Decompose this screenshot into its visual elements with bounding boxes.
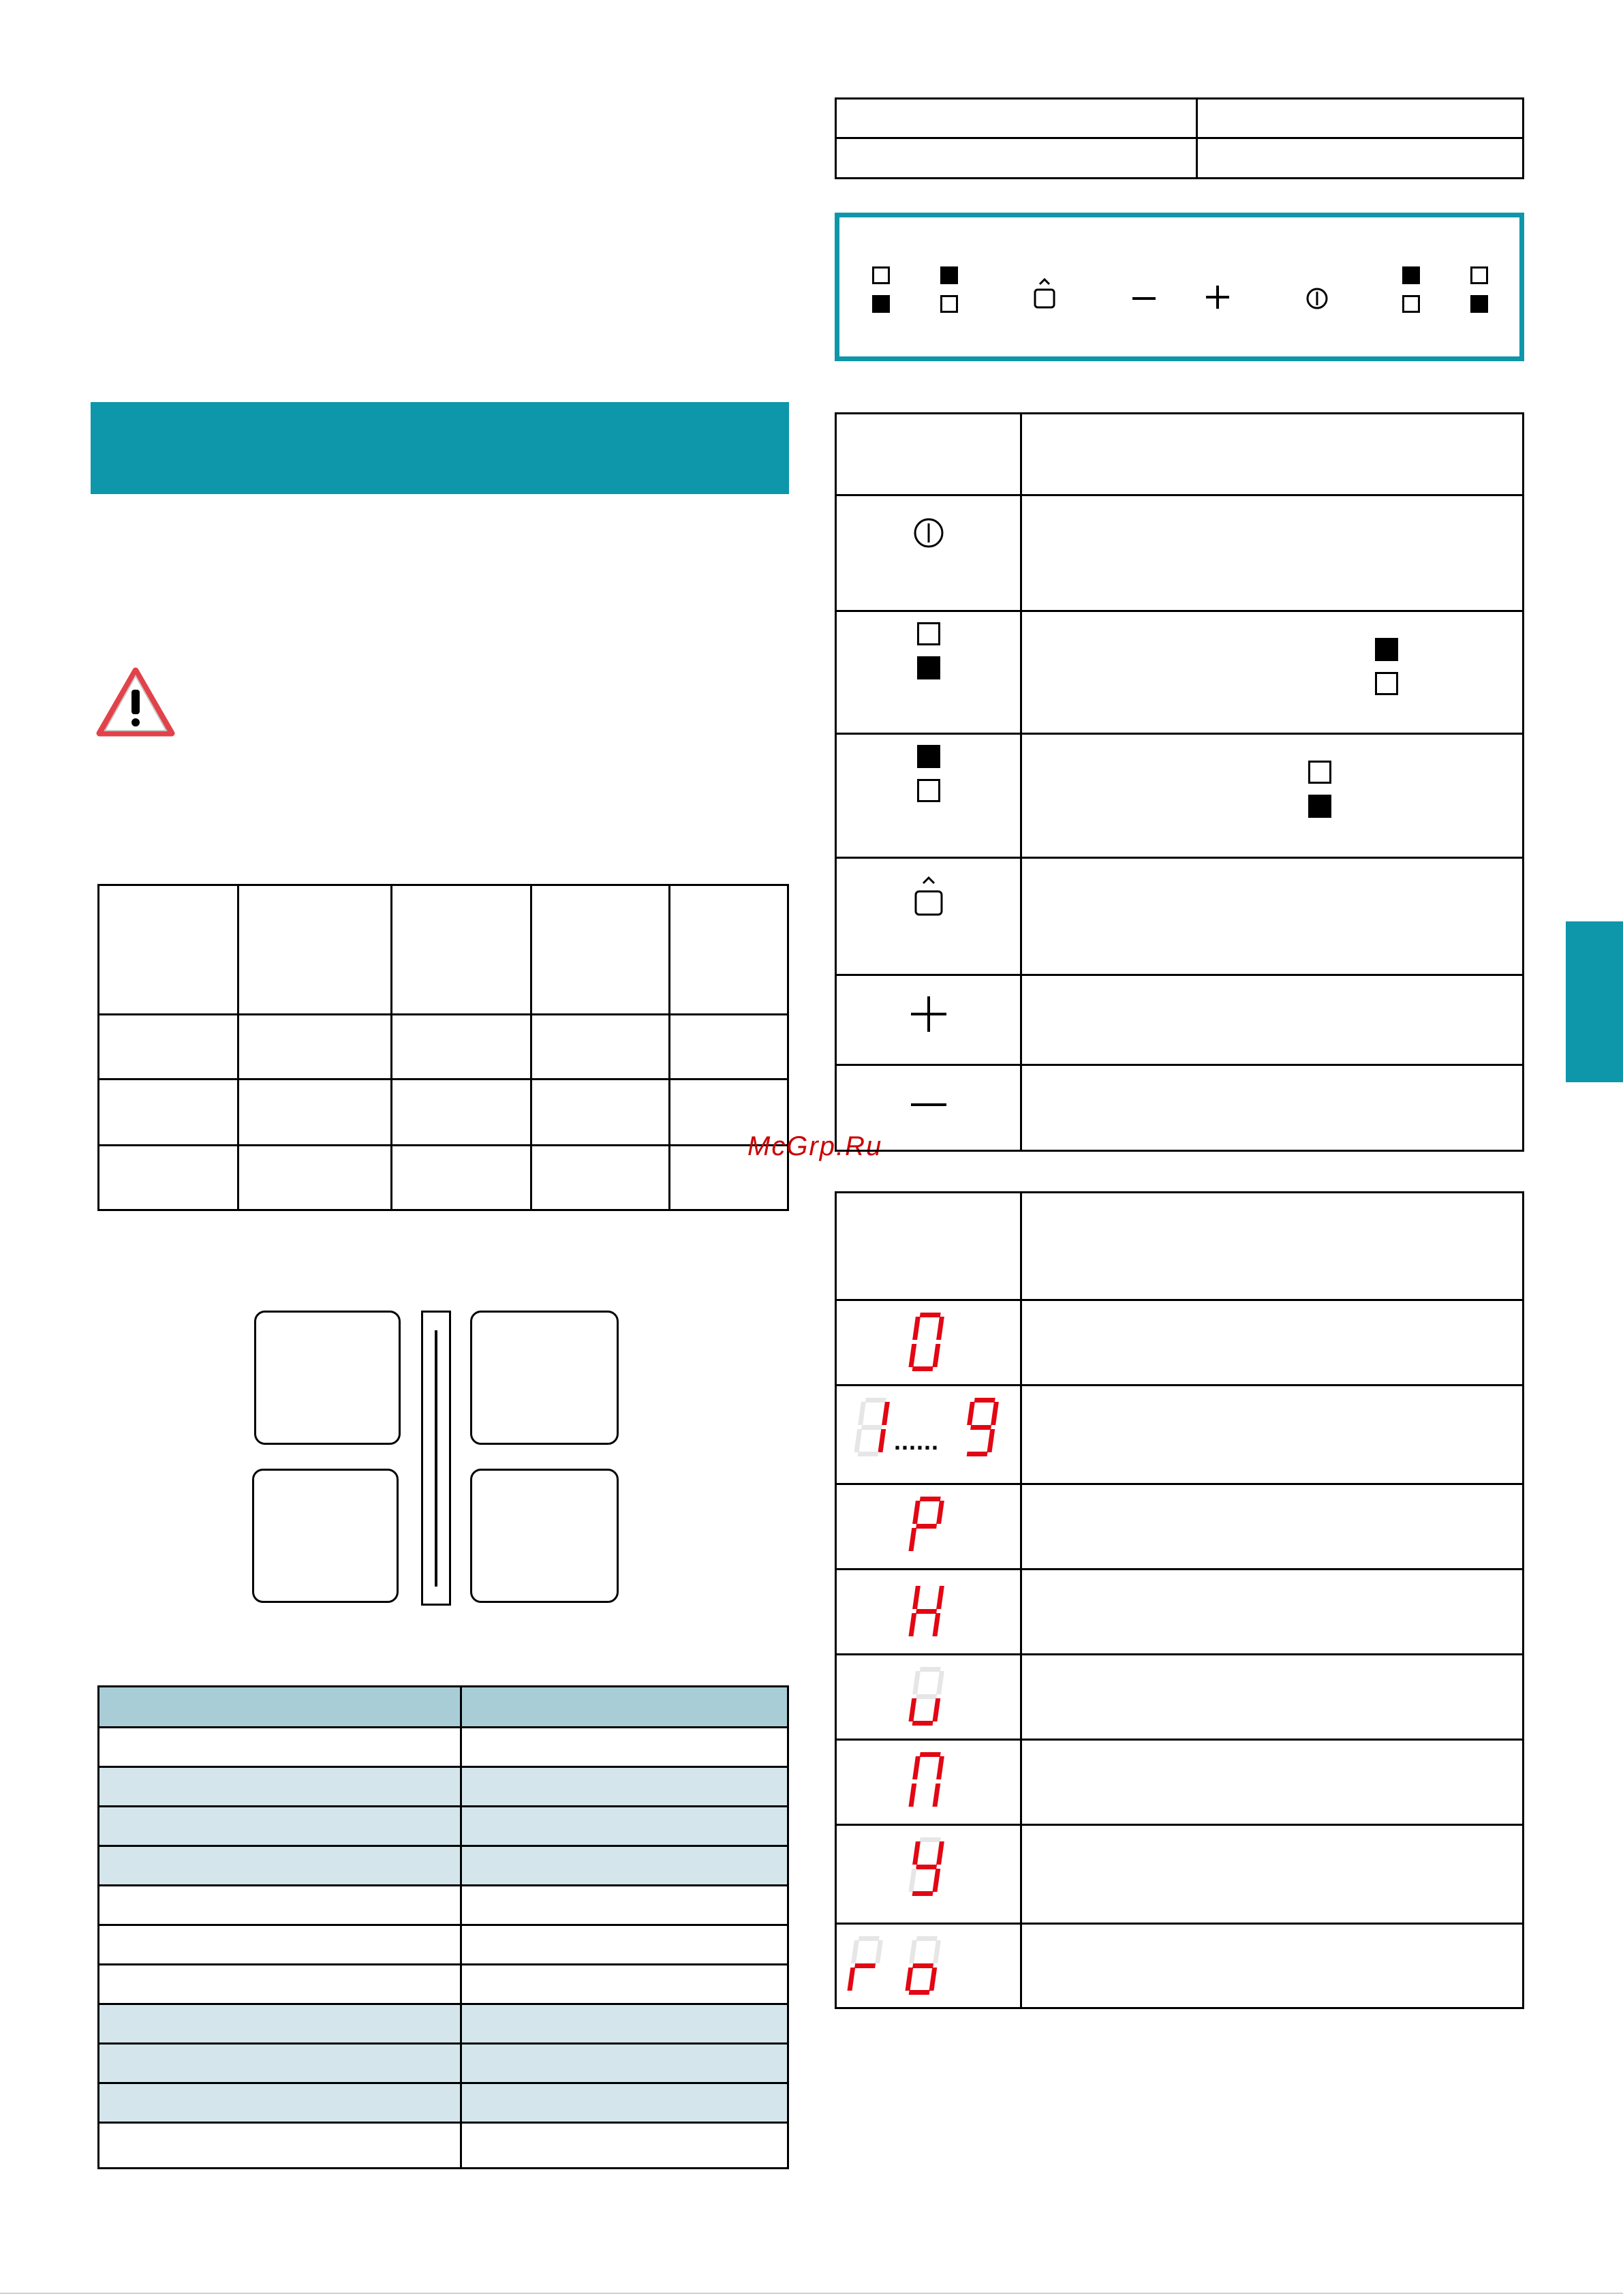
display-code-r-o xyxy=(836,1924,1021,2008)
key-cell-zone-front-left xyxy=(836,611,1021,734)
section-header-banner xyxy=(91,402,789,494)
zone-front-left-icon xyxy=(917,622,940,679)
table-cell xyxy=(461,1807,788,1846)
key-cell-minus xyxy=(836,1065,1021,1151)
cooking-zone-rear-left xyxy=(254,1311,401,1445)
display-code-h xyxy=(836,1570,1021,1655)
table-cell xyxy=(461,1925,788,1965)
table-cell xyxy=(1197,99,1524,138)
table-cell xyxy=(238,885,392,1015)
table-cell xyxy=(1021,414,1524,495)
lock-icon xyxy=(837,875,1020,921)
table-cell xyxy=(392,1080,531,1146)
table-cell xyxy=(1021,1193,1524,1300)
top-right-table xyxy=(835,97,1524,179)
display-code-table xyxy=(835,1191,1524,2009)
table-cell xyxy=(531,1080,670,1146)
key-cell-plus xyxy=(836,975,1021,1065)
table-cell xyxy=(99,1807,461,1846)
zone-rear-left-icon xyxy=(917,745,940,802)
table-cell xyxy=(392,885,531,1015)
table-cell xyxy=(461,2004,788,2044)
table-cell xyxy=(238,1080,392,1146)
table-cell xyxy=(531,1015,670,1080)
table-cell xyxy=(99,1015,238,1080)
key-cell-power xyxy=(836,495,1021,611)
table-cell xyxy=(1021,1386,1524,1484)
table-cell xyxy=(461,2083,788,2123)
lock-icon[interactable] xyxy=(1033,277,1056,313)
display-code-p xyxy=(836,1484,1021,1570)
table-cell xyxy=(392,1015,531,1080)
table-cell xyxy=(531,885,670,1015)
key-cell-zone-rear-left xyxy=(836,734,1021,858)
table-cell xyxy=(99,1687,461,1728)
zone-front-right-icon xyxy=(1308,761,1331,818)
display-code-y xyxy=(836,1825,1021,1924)
minus-icon xyxy=(837,1099,1020,1111)
table-cell xyxy=(99,1965,461,2004)
table-cell xyxy=(99,1728,461,1767)
table-cell xyxy=(1021,1300,1524,1386)
table-cell xyxy=(836,99,1197,138)
power-table xyxy=(97,884,789,1211)
table-cell xyxy=(1021,495,1524,611)
table-cell xyxy=(461,1886,788,1925)
table-cell xyxy=(461,2044,788,2083)
table-cell xyxy=(1197,138,1524,179)
table-cell xyxy=(99,1846,461,1886)
table-cell xyxy=(99,2123,461,2169)
table-cell xyxy=(99,1886,461,1925)
table-cell xyxy=(1021,1740,1524,1825)
table-cell xyxy=(99,2004,461,2044)
table-cell xyxy=(238,1146,392,1210)
plus-icon xyxy=(837,996,1020,1035)
cooking-zone-front-right xyxy=(470,1469,619,1603)
table-cell xyxy=(99,1767,461,1807)
table-cell xyxy=(461,1728,788,1767)
table-cell xyxy=(99,885,238,1015)
power-icon xyxy=(837,517,1020,553)
table-cell xyxy=(1021,1065,1524,1151)
footer-rule xyxy=(0,2293,1623,2294)
table-cell xyxy=(1021,858,1524,975)
table-cell xyxy=(531,1146,670,1210)
table-cell xyxy=(1021,1924,1524,2008)
hob-diagram xyxy=(249,1308,622,1608)
table-cell xyxy=(1021,611,1524,734)
display-code-u xyxy=(836,1655,1021,1740)
table-cell xyxy=(1021,1825,1524,1924)
watermark: McGrp.Ru xyxy=(747,1131,883,1161)
table-cell xyxy=(99,1146,238,1210)
display-code-n xyxy=(836,1740,1021,1825)
table-cell xyxy=(1021,975,1524,1065)
table-cell xyxy=(1021,1655,1524,1740)
specs-table xyxy=(97,1685,789,2169)
table-cell xyxy=(461,1767,788,1807)
table-cell xyxy=(461,1965,788,2004)
table-cell xyxy=(99,1925,461,1965)
table-cell xyxy=(392,1146,531,1210)
control-bar xyxy=(421,1311,451,1606)
key-function-table xyxy=(835,412,1524,1152)
section-side-tab xyxy=(1566,921,1623,1082)
key-cell-lock xyxy=(836,858,1021,975)
minus-icon[interactable] xyxy=(1132,292,1156,305)
table-cell xyxy=(461,1846,788,1886)
table-cell xyxy=(836,414,1021,495)
cooking-zone-front-left xyxy=(252,1469,399,1603)
table-cell xyxy=(238,1015,392,1080)
range-dots: ...... xyxy=(894,1427,940,1455)
table-cell xyxy=(461,1687,788,1728)
warning-icon xyxy=(95,667,176,742)
zone-rear-left-icon[interactable] xyxy=(940,266,958,313)
table-cell xyxy=(670,885,788,1015)
table-cell xyxy=(99,1080,238,1146)
control-panel-strip xyxy=(835,213,1524,361)
table-cell xyxy=(670,1015,788,1080)
table-cell xyxy=(836,138,1197,179)
table-cell xyxy=(99,2044,461,2083)
power-icon[interactable] xyxy=(1305,287,1329,313)
table-cell xyxy=(1021,1484,1524,1570)
zone-rear-right-icon[interactable] xyxy=(1402,266,1420,313)
table-cell xyxy=(1021,1570,1524,1655)
cooking-zone-rear-right xyxy=(470,1311,619,1445)
display-code-0 xyxy=(836,1300,1021,1386)
zone-front-right-icon[interactable] xyxy=(1470,266,1488,313)
table-cell xyxy=(461,2123,788,2169)
plus-icon[interactable] xyxy=(1206,286,1229,312)
zone-rear-right-icon xyxy=(1375,638,1398,695)
zone-front-left-icon[interactable] xyxy=(872,266,890,313)
table-cell xyxy=(836,1193,1021,1300)
table-cell xyxy=(1021,734,1524,858)
display-code-1-9 xyxy=(836,1386,1021,1484)
table-cell xyxy=(99,2083,461,2123)
